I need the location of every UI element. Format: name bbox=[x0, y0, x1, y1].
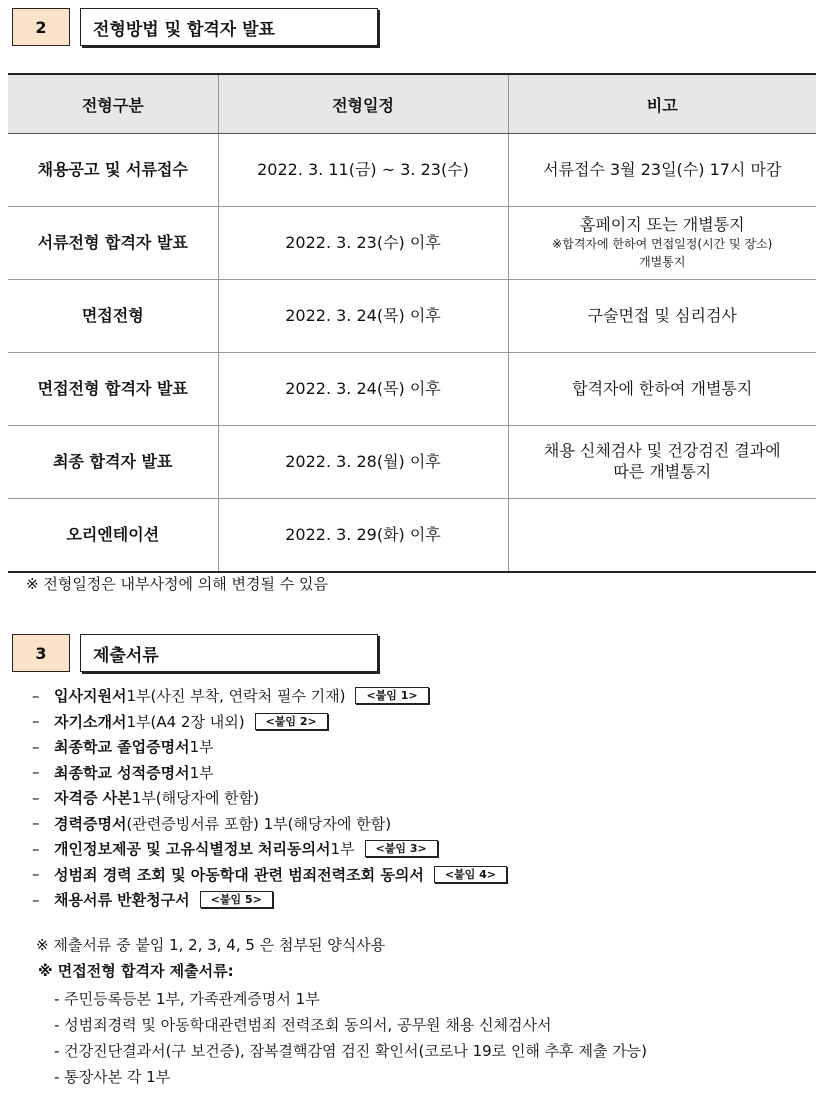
schedule-cell: 2022. 3. 29(화) 이후 bbox=[218, 499, 508, 573]
list-item bbox=[32, 862, 507, 888]
section-2-header bbox=[12, 8, 378, 48]
section-2-title: 전형방법 및 합격자 발표 bbox=[80, 8, 378, 46]
attachment-badge: <붙임 5> bbox=[200, 891, 273, 908]
schedule-note: ※ 전형일정은 내부사정에 의해 변경될 수 있음 bbox=[26, 575, 328, 593]
document-list bbox=[32, 683, 507, 913]
dash-marker: – bbox=[32, 737, 40, 756]
remark-main: 홈페이지 또는 개별통지 bbox=[579, 214, 745, 234]
dash-marker: – bbox=[32, 712, 40, 731]
document-name: 자격증 사본 bbox=[54, 789, 132, 808]
header-schedule: 전형일정 bbox=[218, 74, 508, 134]
document-name: 최종학교 졸업증명서 bbox=[54, 738, 190, 757]
dash-marker: – bbox=[32, 890, 40, 909]
document-detail: 1부(해당자에 한함) bbox=[131, 789, 260, 808]
list-item bbox=[32, 785, 507, 811]
section-3-title: 제출서류 bbox=[80, 634, 378, 672]
list-item bbox=[32, 760, 507, 786]
table-header-row bbox=[8, 74, 816, 134]
document-detail: 1부 bbox=[189, 763, 214, 782]
schedule-cell: 2022. 3. 24(목) 이후 bbox=[218, 353, 508, 426]
header-remark: 비고 bbox=[508, 74, 816, 134]
stage-cell: 최종 합격자 발표 bbox=[8, 426, 218, 499]
document-name: 채용서류 반환청구서 bbox=[54, 891, 190, 910]
remark-cell bbox=[508, 499, 816, 573]
header-stage: 전형구분 bbox=[8, 74, 218, 134]
table-row bbox=[8, 280, 816, 353]
interview-docs-title: ※ 면접전형 합격자 제출서류: bbox=[38, 962, 234, 980]
schedule-cell: 2022. 3. 11(금) ~ 3. 23(수) bbox=[218, 134, 508, 207]
section-3-number: 3 bbox=[12, 634, 70, 672]
remark-cell bbox=[508, 207, 816, 280]
dash-marker: – bbox=[32, 788, 40, 807]
remark-line-2: 따른 개별통지 bbox=[613, 462, 712, 481]
remark-cell: 서류접수 3월 23일(수) 17시 마감 bbox=[508, 134, 816, 207]
table-row bbox=[8, 134, 816, 207]
document-name: 성범죄 경력 조회 및 아동학대 관련 범죄전력조회 동의서 bbox=[54, 865, 424, 884]
stage-cell: 면접전형 합격자 발표 bbox=[8, 353, 218, 426]
list-item bbox=[32, 683, 507, 709]
table-row bbox=[8, 353, 816, 426]
document-detail: 1부(A4 2장 내외) bbox=[126, 712, 245, 731]
document-detail: (관련증빙서류 포함) 1부(해당자에 한함) bbox=[126, 814, 392, 833]
list-item bbox=[32, 811, 507, 837]
dash-marker: – bbox=[32, 814, 40, 833]
section-2-number: 2 bbox=[12, 8, 70, 46]
dash-marker: – bbox=[32, 865, 40, 884]
dash-marker: – bbox=[32, 839, 40, 858]
list-item: - 건강진단결과서(구 보건증), 잠복결핵감염 검진 확인서(코로나 19로 인해 추후 제출 가능) bbox=[54, 1041, 648, 1060]
dash-marker: – bbox=[32, 763, 40, 782]
remark-cell: 구술면접 및 심리검사 bbox=[508, 280, 816, 353]
schedule-cell: 2022. 3. 24(목) 이후 bbox=[218, 280, 508, 353]
table-row bbox=[8, 499, 816, 573]
document-name: 개인정보제공 및 고유식별정보 처리동의서 bbox=[54, 840, 331, 859]
attachment-badge: <붙임 3> bbox=[365, 840, 438, 857]
table-row bbox=[8, 426, 816, 499]
document-name: 경력증명서 bbox=[54, 814, 127, 833]
table-row bbox=[8, 207, 816, 280]
stage-cell: 서류전형 합격자 발표 bbox=[8, 207, 218, 280]
dash-marker: – bbox=[32, 686, 40, 705]
remark-note: ※합격자에 한하여 면접일정(시간 및 장소) bbox=[552, 237, 773, 252]
schedule-table bbox=[8, 73, 816, 573]
remark-cell: 합격자에 한하여 개별통지 bbox=[508, 353, 816, 426]
remark-line-1: 채용 신체검사 및 건강검진 결과에 bbox=[543, 441, 781, 461]
remark-cell bbox=[508, 426, 816, 499]
document-name: 최종학교 성적증명서 bbox=[54, 763, 190, 782]
remark-note-2: 개별통지 bbox=[639, 255, 686, 270]
section-3-header bbox=[12, 634, 378, 674]
schedule-cell: 2022. 3. 28(월) 이후 bbox=[218, 426, 508, 499]
list-item: - 주민등록등본 1부, 가족관계증명서 1부 bbox=[54, 989, 320, 1008]
stage-cell: 면접전형 bbox=[8, 280, 218, 353]
schedule-cell: 2022. 3. 23(수) 이후 bbox=[218, 207, 508, 280]
attachment-badge: <붙임 2> bbox=[255, 713, 328, 730]
document-detail: 1부(사진 부착, 연락처 필수 기재) bbox=[126, 687, 346, 706]
document-detail: 1부 bbox=[189, 738, 214, 757]
attachment-badge: <붙임 4> bbox=[434, 866, 507, 883]
list-item bbox=[32, 887, 507, 913]
document-name: 입사지원서 bbox=[54, 687, 127, 706]
list-item bbox=[32, 836, 507, 862]
stage-cell: 오리엔테이션 bbox=[8, 499, 218, 573]
list-item: - 통장사본 각 1부 bbox=[54, 1067, 171, 1086]
forms-note: ※ 제출서류 중 붙임 1, 2, 3, 4, 5 은 첨부된 양식사용 bbox=[36, 936, 386, 954]
list-item: - 성범죄경력 및 아동학대관련범죄 전력조회 동의서, 공무원 채용 신체검사서 bbox=[54, 1015, 552, 1034]
interview-docs-list bbox=[54, 985, 647, 1089]
document-detail: 1부 bbox=[330, 840, 355, 859]
list-item bbox=[32, 709, 507, 735]
stage-cell: 채용공고 및 서류접수 bbox=[8, 134, 218, 207]
document-name: 자기소개서 bbox=[54, 712, 127, 731]
list-item bbox=[32, 734, 507, 760]
attachment-badge: <붙임 1> bbox=[355, 687, 428, 704]
